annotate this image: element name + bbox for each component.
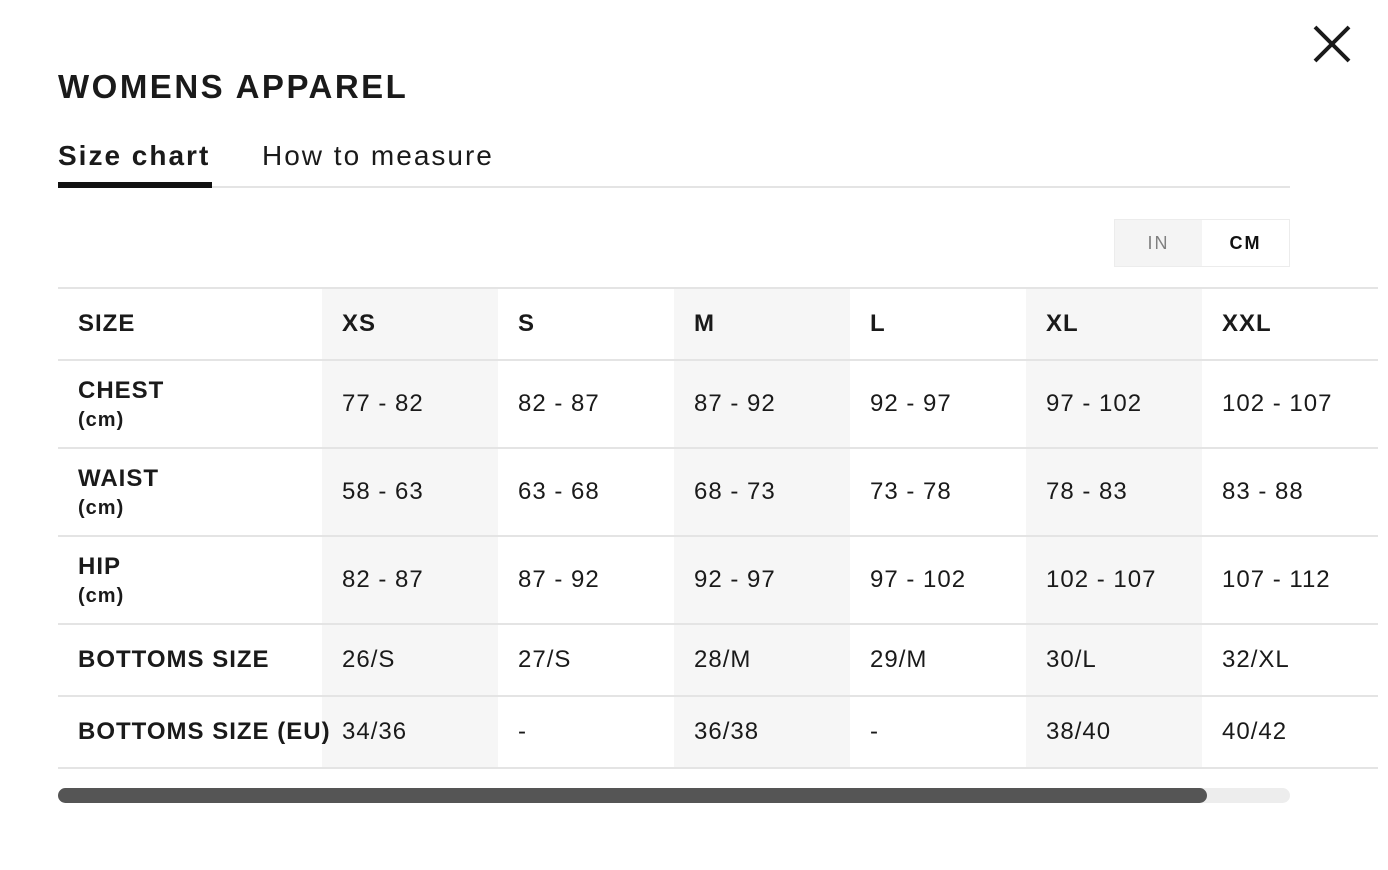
- table-cell: 82 - 87: [322, 536, 498, 624]
- table-cell: -: [850, 696, 1026, 768]
- row-label-waist: [58, 448, 322, 536]
- row-label-hip: [58, 536, 322, 624]
- size-table: [58, 287, 1378, 769]
- close-icon[interactable]: [1310, 22, 1354, 66]
- row-label: CHEST: [78, 376, 165, 404]
- size-header: XS: [322, 288, 498, 360]
- table-cell: 77 - 82: [322, 360, 498, 448]
- row-unit: (cm): [78, 496, 125, 519]
- table-cell: 92 - 97: [850, 360, 1026, 448]
- table-cell: 29/M: [850, 624, 1026, 696]
- size-header: XXL: [1202, 288, 1378, 360]
- table-cell: 68 - 73: [674, 448, 850, 536]
- table-cell: 40/42: [1202, 696, 1378, 768]
- close-button[interactable]: [1310, 22, 1354, 66]
- table-cell: 102 - 107: [1026, 536, 1202, 624]
- table-header-row: [58, 288, 1378, 360]
- size-header: L: [850, 288, 1026, 360]
- tab-how-to-measure[interactable]: How to measure: [262, 140, 494, 171]
- table-cell: 27/S: [498, 624, 674, 696]
- table-cell: 97 - 102: [1026, 360, 1202, 448]
- size-header: M: [674, 288, 850, 360]
- size-table-container: [58, 287, 1333, 769]
- table-cell: 30/L: [1026, 624, 1202, 696]
- table-cell: 87 - 92: [674, 360, 850, 448]
- table-cell: 97 - 102: [850, 536, 1026, 624]
- row-label-chest: [58, 360, 322, 448]
- scrollbar-thumb[interactable]: [58, 788, 1207, 803]
- table-row-hip: [58, 536, 1378, 624]
- table-cell: 78 - 83: [1026, 448, 1202, 536]
- table-row-chest: [58, 360, 1378, 448]
- row-label: BOTTOMS SIZE (EU): [58, 696, 322, 768]
- table-cell: 36/38: [674, 696, 850, 768]
- size-label: SIZE: [58, 288, 322, 360]
- table-cell: 107 - 112: [1202, 536, 1378, 624]
- table-row-bottoms-size: [58, 624, 1378, 696]
- horizontal-scrollbar[interactable]: [58, 788, 1290, 803]
- table-cell: 28/M: [674, 624, 850, 696]
- table-cell: 73 - 78: [850, 448, 1026, 536]
- row-label: WAIST: [78, 464, 159, 492]
- table-cell: -: [498, 696, 674, 768]
- row-unit: (cm): [78, 584, 125, 607]
- table-row-bottoms-size-eu: [58, 696, 1378, 768]
- unit-toggle: [1114, 219, 1290, 267]
- table-cell: 82 - 87: [498, 360, 674, 448]
- table-cell: 32/XL: [1202, 624, 1378, 696]
- table-cell: 34/36: [322, 696, 498, 768]
- modal-title: WOMENS APPAREL: [58, 68, 409, 105]
- table-cell: 87 - 92: [498, 536, 674, 624]
- tab-bar: [58, 136, 1290, 188]
- table-row-waist: [58, 448, 1378, 536]
- table-cell: 38/40: [1026, 696, 1202, 768]
- row-label: BOTTOMS SIZE: [58, 624, 322, 696]
- tab-size-chart[interactable]: Size chart: [58, 136, 212, 188]
- unit-cm-button[interactable]: CM: [1202, 220, 1289, 266]
- unit-in-button[interactable]: IN: [1115, 220, 1202, 266]
- table-cell: 63 - 68: [498, 448, 674, 536]
- size-header: S: [498, 288, 674, 360]
- table-cell: 83 - 88: [1202, 448, 1378, 536]
- table-cell: 92 - 97: [674, 536, 850, 624]
- row-unit: (cm): [78, 408, 125, 431]
- size-header: XL: [1026, 288, 1202, 360]
- table-cell: 102 - 107: [1202, 360, 1378, 448]
- row-label: HIP: [78, 552, 122, 580]
- table-cell: 26/S: [322, 624, 498, 696]
- table-cell: 58 - 63: [322, 448, 498, 536]
